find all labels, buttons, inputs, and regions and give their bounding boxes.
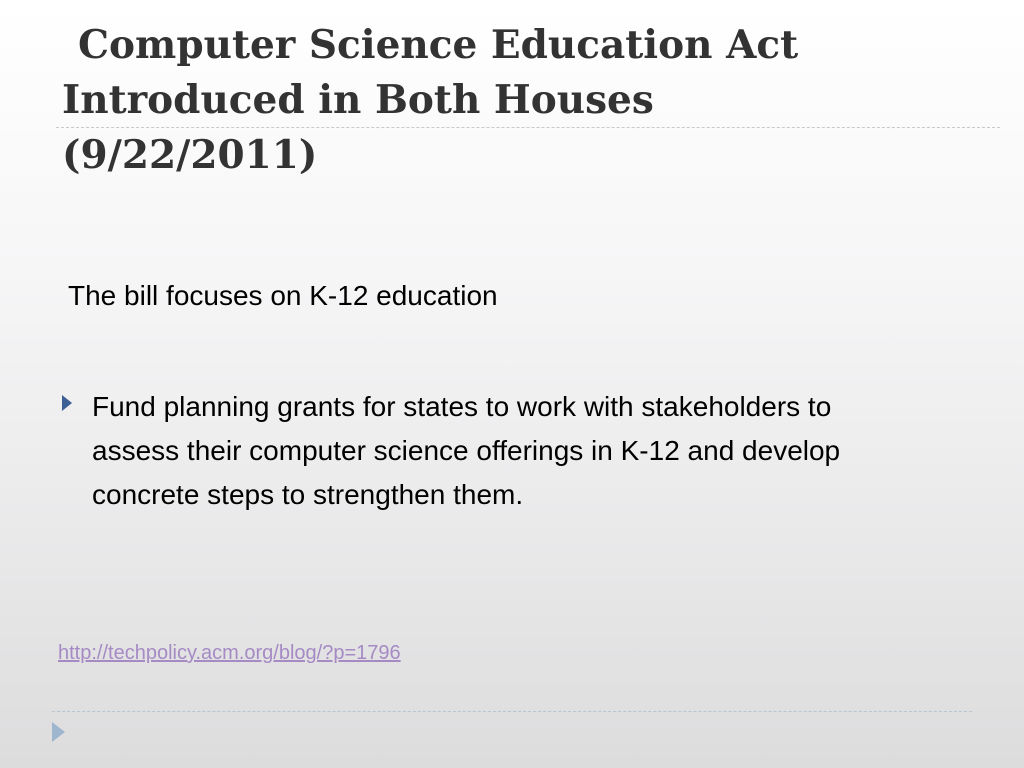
next-slide-arrow-icon[interactable]: [52, 722, 65, 742]
slide-title-line-3: (9/22/2011): [62, 132, 318, 178]
bullet-line-2: assess their computer science offerings in K-12 and develop: [92, 435, 841, 466]
triangle-bullet-icon: [62, 395, 72, 411]
bullet-line-3: concrete steps to strengthen them.: [92, 479, 524, 510]
bullet-text: [92, 385, 1012, 517]
footer-divider: [52, 711, 972, 712]
bullet-line-1: Fund planning grants for states to work with stakeholders to: [92, 391, 832, 422]
slide-title-line-2: Introduced in Both Houses: [62, 77, 654, 123]
slide-title-line-1: Computer Science Education Act: [78, 22, 799, 68]
slide-title: [62, 18, 962, 183]
source-link[interactable]: http://techpolicy.acm.org/blog/?p=1796: [58, 642, 401, 664]
title-divider: [56, 127, 1000, 128]
lead-text: The bill focuses on K-12 education: [68, 280, 498, 311]
